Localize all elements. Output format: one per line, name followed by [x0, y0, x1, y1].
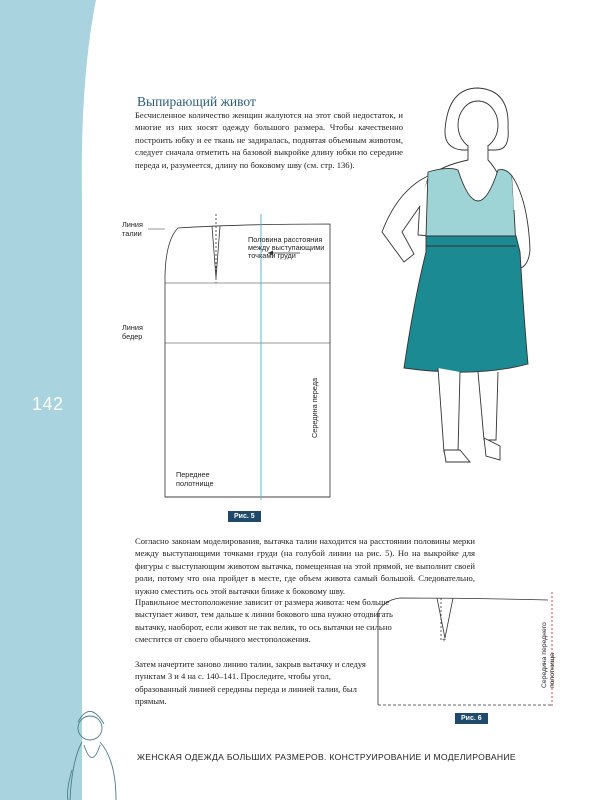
intro-paragraph: Бесчисленное количество женщин жалуются на этот свой недостаток, и многие из них носят одежду большого размера. Чтобы качественно построить юбку и ее ткань не задиралась, поднятая объемным животом, следует сначала отметить на базовой выкройке длину юбки по середине переда и, разумеется, длину по боковому шву (см. стр. 136).: [135, 110, 403, 170]
paragraph-3: Правильное местоположение зависит от размера живота: чем больше выступает живот, тем дальше к линии бокового шва нужно отодвигать вытачку, наоборот, если живот не так велик, то ось вытачки не сильно сместится от своего обычного местоположения.: [135, 597, 393, 645]
fig5-badge: Рис. 5: [228, 511, 261, 522]
hip-line-label: Линия бедер: [122, 323, 143, 341]
fig6-badge: Рис. 6: [455, 713, 488, 724]
paragraph-4: Затем начертите заново линию талии, закрыв вытачку и следуя пунктам 3 и 4 на с. 140–141. Проследите, чтобы угол, образованный линией середины переда и линией талии, был прямым.: [135, 659, 366, 707]
waist-line-label: Линия талии: [122, 220, 143, 238]
front-panel-label: Переднее полотнище: [176, 470, 214, 488]
svg-text:+: +: [442, 637, 447, 644]
center-front-label: Середина переда: [310, 377, 319, 438]
paragraph-2: Согласно законам моделирования, вытачка талии находится на расстоянии половины мерки между выступающими точками груди (на голубой линии на рис. 5). Но на выкройке для фигуры с выступающим животом вытачка, помещенная на этой прямой, не выполнит своей роли, потому что она пройдет в месте, где объем живота самый большой. Следовательно, нужно сместить ось этой вытачки ближе к боковому шву.: [135, 536, 475, 596]
section-title: Выпирающий живот: [137, 94, 256, 109]
half-distance-label: Половина расстояния между выступающими точками груди: [248, 235, 325, 260]
page-number: 142: [32, 394, 64, 414]
book-title-footer: ЖЕНСКАЯ ОДЕЖДА БОЛЬШИХ РАЗМЕРОВ. КОНСТРУИРОВАНИЕ И МОДЕЛИРОВАНИЕ: [137, 752, 516, 762]
fig6-center-label: Середина переднего полотнища: [541, 622, 556, 688]
